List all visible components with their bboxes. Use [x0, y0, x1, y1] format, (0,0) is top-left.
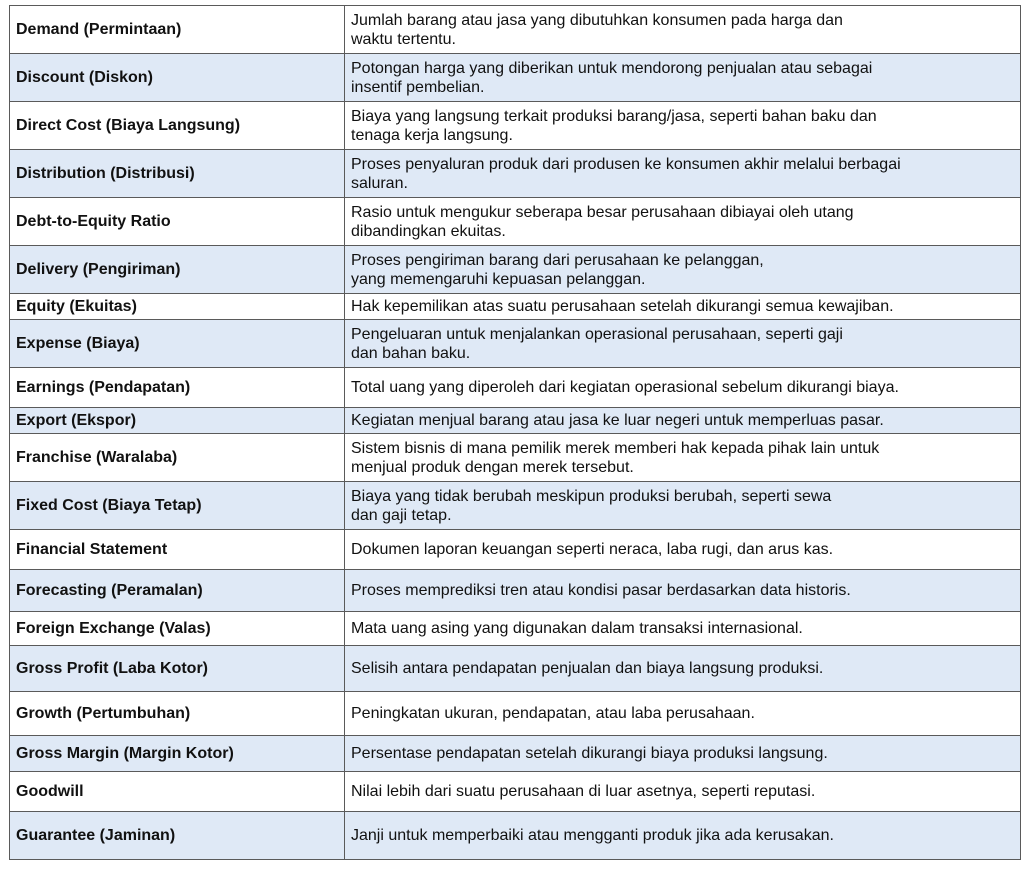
definition-cell: Biaya yang tidak berubah meskipun produksi berubah, seperti sewa dan gaji tetap. [345, 482, 1021, 530]
term-cell: Expense (Biaya) [10, 320, 345, 368]
table-row [10, 482, 1021, 530]
definition-cell: Dokumen laporan keuangan seperti neraca, laba rugi, dan arus kas. [345, 530, 1021, 570]
term-cell: Demand (Permintaan) [10, 6, 345, 54]
table-row [10, 54, 1021, 102]
definition-cell: Nilai lebih dari suatu perusahaan di luar asetnya, seperti reputasi. [345, 772, 1021, 812]
definition-cell: Proses penyaluran produk dari produsen ke konsumen akhir melalui berbagai saluran. [345, 150, 1021, 198]
table-row [10, 530, 1021, 570]
definition-cell: Proses memprediksi tren atau kondisi pasar berdasarkan data historis. [345, 570, 1021, 612]
term-cell: Distribution (Distribusi) [10, 150, 345, 198]
term-cell: Foreign Exchange (Valas) [10, 612, 345, 646]
term-cell: Goodwill [10, 772, 345, 812]
term-cell: Equity (Ekuitas) [10, 294, 345, 320]
term-cell: Financial Statement [10, 530, 345, 570]
term-cell: Guarantee (Jaminan) [10, 812, 345, 860]
definition-cell: Rasio untuk mengukur seberapa besar perusahaan dibiayai oleh utang dibandingkan ekuitas. [345, 198, 1021, 246]
table-row [10, 6, 1021, 54]
table-row [10, 294, 1021, 320]
definition-cell: Pengeluaran untuk menjalankan operasional perusahaan, seperti gaji dan bahan baku. [345, 320, 1021, 368]
term-cell: Delivery (Pengiriman) [10, 246, 345, 294]
table-row [10, 198, 1021, 246]
term-cell: Debt-to-Equity Ratio [10, 198, 345, 246]
definition-cell: Janji untuk memperbaiki atau mengganti produk jika ada kerusakan. [345, 812, 1021, 860]
term-cell: Forecasting (Peramalan) [10, 570, 345, 612]
term-cell: Export (Ekspor) [10, 408, 345, 434]
table-row [10, 246, 1021, 294]
definition-cell: Jumlah barang atau jasa yang dibutuhkan konsumen pada harga dan waktu tertentu. [345, 6, 1021, 54]
term-cell: Gross Margin (Margin Kotor) [10, 736, 345, 772]
definition-cell: Hak kepemilikan atas suatu perusahaan setelah dikurangi semua kewajiban. [345, 294, 1021, 320]
table-row [10, 736, 1021, 772]
table-row [10, 692, 1021, 736]
term-cell: Fixed Cost (Biaya Tetap) [10, 482, 345, 530]
table-row [10, 320, 1021, 368]
table-row [10, 368, 1021, 408]
term-cell: Franchise (Waralaba) [10, 434, 345, 482]
term-cell: Gross Profit (Laba Kotor) [10, 646, 345, 692]
term-cell: Discount (Diskon) [10, 54, 345, 102]
definition-cell: Proses pengiriman barang dari perusahaan ke pelanggan, yang memengaruhi kepuasan pelanggan. [345, 246, 1021, 294]
definition-cell: Peningkatan ukuran, pendapatan, atau laba perusahaan. [345, 692, 1021, 736]
term-cell: Growth (Pertumbuhan) [10, 692, 345, 736]
definition-cell: Potongan harga yang diberikan untuk mendorong penjualan atau sebagai insentif pembelian. [345, 54, 1021, 102]
table-row [10, 612, 1021, 646]
table-row [10, 102, 1021, 150]
table-row [10, 570, 1021, 612]
definition-cell: Sistem bisnis di mana pemilik merek memberi hak kepada pihak lain untuk menjual produk dengan merek tersebut. [345, 434, 1021, 482]
definition-cell: Selisih antara pendapatan penjualan dan biaya langsung produksi. [345, 646, 1021, 692]
table-row [10, 646, 1021, 692]
table-row [10, 812, 1021, 860]
table-row [10, 408, 1021, 434]
term-cell: Direct Cost (Biaya Langsung) [10, 102, 345, 150]
glossary-table [9, 5, 1021, 860]
table-row [10, 772, 1021, 812]
definition-cell: Mata uang asing yang digunakan dalam transaksi internasional. [345, 612, 1021, 646]
definition-cell: Persentase pendapatan setelah dikurangi biaya produksi langsung. [345, 736, 1021, 772]
definition-cell: Biaya yang langsung terkait produksi barang/jasa, seperti bahan baku dan tenaga kerja langsung. [345, 102, 1021, 150]
table-row [10, 150, 1021, 198]
definition-cell: Kegiatan menjual barang atau jasa ke luar negeri untuk memperluas pasar. [345, 408, 1021, 434]
definition-cell: Total uang yang diperoleh dari kegiatan operasional sebelum dikurangi biaya. [345, 368, 1021, 408]
table-row [10, 434, 1021, 482]
term-cell: Earnings (Pendapatan) [10, 368, 345, 408]
